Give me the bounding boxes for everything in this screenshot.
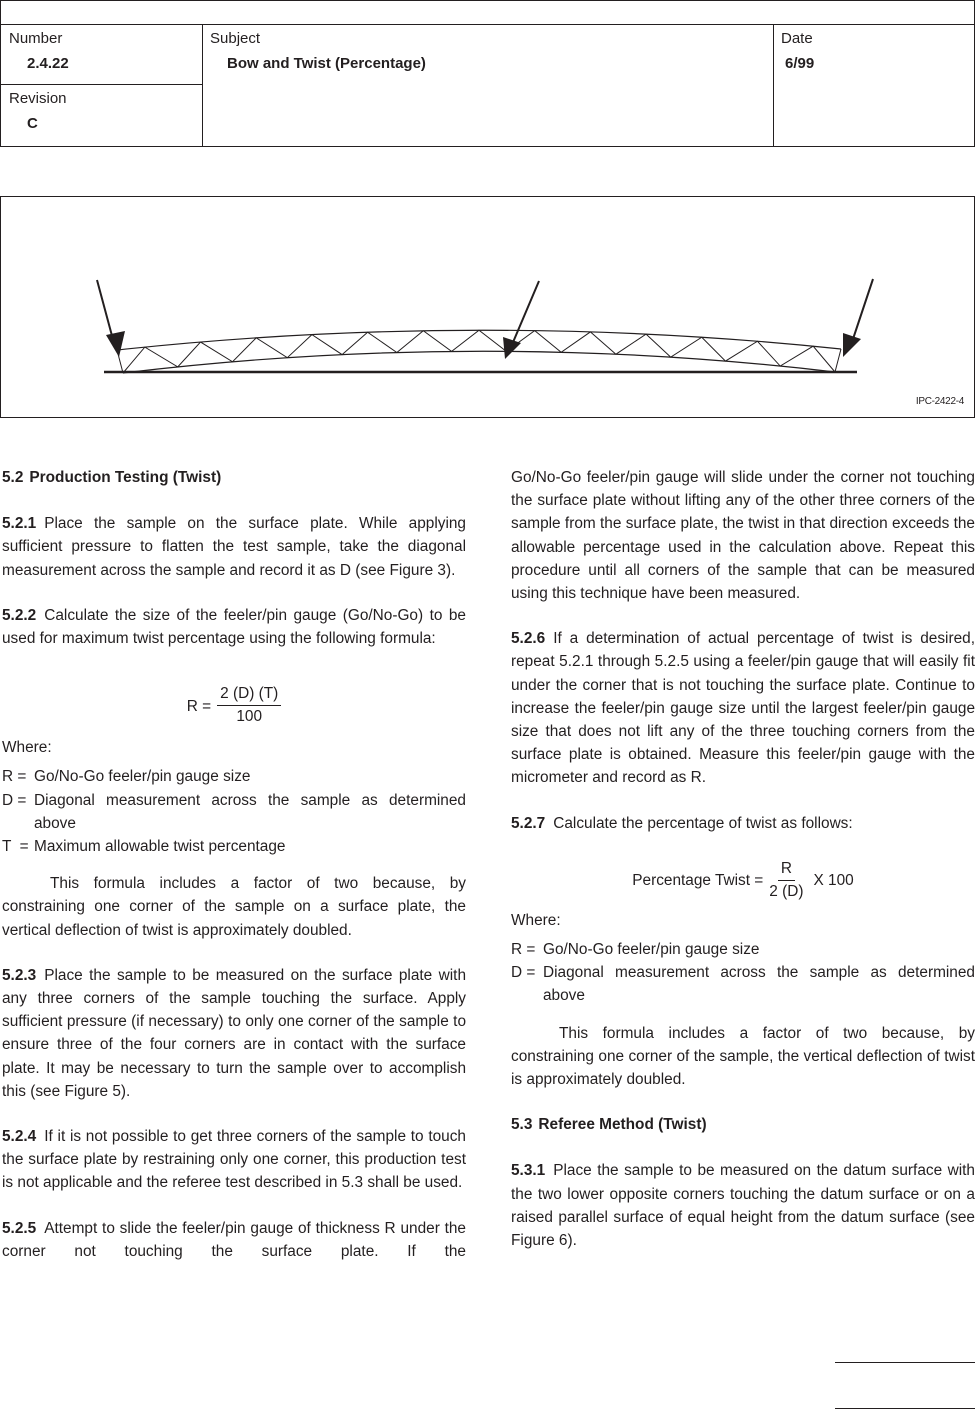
formula-lhs: R = [186,697,212,715]
formula-note: This formula includes a factor of two because, by constraining one corner of the sample, the vertical deflection of twist is approximately doubled. [511,1024,975,1089]
formula-numerator: 2 (D) (T) [217,684,281,706]
paragraph-number: 5.2.1 [2,515,37,533]
formula-gauge-size [2,684,466,728]
paragraph-text: If a determination of actual percentage of twist is desired, repeat 5.2.1 through 5.2.5 using a feeler/pin gauge that will easily fit under the corner that is not touching the surface plate. Continue to increase the feeler/pin gauge size until the largest feeler/pin gauge size that does not lift any of the three touching corners from the surface plate is obtained. Measure this feeler/pin gauge with the micrometer and record as R. [511,630,975,787]
paragraph-text: Place the sample to be measured on the surface plate with any three corners of the sample touching the surface. Apply sufficient pressure (if necessary) to only one corner of the sample to ensure three of the four corners are in contact with the surface plate. It may be necessary to turn the sample over to accomplish this (see Figure 5). [2,966,466,1100]
definitions-list [511,938,975,1008]
bow-diagram [1,197,974,417]
paragraph-text: Place the sample on the surface plate. While applying sufficient pressure to flatten the test sample, take the diagonal measurement across the sample and record it as D (see Figure 3). [2,515,466,579]
document-header [0,0,975,147]
number-value: 2.4.22 [27,55,69,72]
definition-symbol: R = [511,941,536,959]
formula-numerator: R [778,859,795,881]
number-cell [1,25,203,85]
formula-percentage-twist [511,859,975,903]
left-column [2,466,466,1285]
formula-lhs: Percentage Twist = [632,872,764,890]
paragraph-text: Attempt to slide the feeler/pin gauge of thickness R under the corner not touching the surface plate. If the [2,1219,466,1260]
definition-symbol: R = [2,768,27,786]
revision-cell [1,85,203,146]
paragraph-5-2-2 [2,604,466,650]
paragraph-5-2-6 [511,627,975,789]
paragraph-5-3-1 [511,1159,975,1252]
paragraph-5-2-1 [2,512,466,582]
definition-text: Diagonal measurement across the sample as determined above [543,964,975,1005]
definition-item [511,961,975,1007]
date-value: 6/99 [785,55,815,72]
paragraph-text: Calculate the percentage of twist as follows: [553,814,853,832]
arrow-right-icon [843,279,873,357]
section-title: Referee Method (Twist) [538,1116,707,1134]
paragraph-number: 5.2.4 [2,1128,37,1146]
definition-item [2,835,466,858]
subject-label: Subject [210,30,261,47]
paragraph-number: 5.3.1 [511,1162,546,1180]
section-number: 5.3 [511,1116,533,1134]
paragraph-number: 5.2.5 [2,1219,37,1237]
definition-item [2,765,466,788]
formula-note: This formula includes a factor of two because, by constraining one corner of the sample on a surface plate, the vertical deflection of twist is approximately doubled. [2,875,466,939]
paragraph-number: 5.2.6 [511,630,546,648]
date-label: Date [781,30,813,47]
paragraph-number: 5.2.3 [2,966,37,984]
subject-cell [203,25,774,146]
definition-text: Maximum allowable twist percentage [34,838,286,856]
definition-text: Go/No-Go feeler/pin gauge size [34,768,251,786]
definition-text: Diagonal measurement across the sample as determined above [34,791,466,832]
footer-rule-upper [835,1362,975,1363]
paragraph-5-2-7 [511,812,975,835]
paragraph-number: 5.2.2 [2,606,37,624]
paragraph-5-2-3 [2,964,466,1103]
section-number: 5.2 [2,469,24,486]
paragraph-number: 5.2.7 [511,814,546,832]
formula-fraction [217,684,281,728]
paragraph-5-2-5-continued: Go/No-Go feeler/pin gauge will slide under the corner not touching the surface plate without lifting any of the other three corners of the sample from the surface plate, the twist in that direction exceeds the allowable percentage used in the calculation above. Repeat this procedure until all corners of the sample that can be measured using this technique have been measured. [511,469,975,603]
definitions-list [2,765,466,858]
formula-denominator: 100 [236,708,263,726]
where-label: Where: [511,911,561,929]
section-heading-5-3 [511,1113,975,1136]
header-top-bar [1,1,974,25]
board-bottom-edge [123,351,835,373]
formula-fraction [769,859,803,903]
figure-id: IPC-2422-4 [915,396,964,407]
formula-denominator: 2 (D) [769,882,804,900]
board-right-end [835,349,841,372]
subject-value: Bow and Twist (Percentage) [227,55,426,72]
section-title: Production Testing (Twist) [29,469,222,486]
revision-value: C [27,115,38,132]
paragraph-text: Place the sample to be measured on the datum surface with the two lower opposite corners touching the datum surface or on a raised parallel surface of equal height from the datum surface (see Figure 6). [511,1162,975,1250]
arrow-left-icon [97,280,125,357]
definition-item [2,789,466,835]
right-column [511,466,975,1274]
where-label: Where: [2,739,52,757]
board-top-edge [117,330,841,350]
paragraph-text: Calculate the size of the feeler/pin gauge (Go/No-Go) to be used for maximum twist percentage using the following formula: [2,606,466,648]
paragraph-5-2-5 [2,1217,466,1263]
paragraph-5-2-4 [2,1125,466,1195]
arrow-center-icon [503,281,539,359]
definition-symbol: D = [511,964,536,982]
date-cell [774,25,974,146]
definition-text: Go/No-Go feeler/pin gauge size [543,941,760,959]
definition-symbol: T = [2,838,29,856]
number-label: Number [9,30,63,47]
definition-item [511,938,975,961]
formula-multiplier: X 100 [813,872,854,890]
paragraph-text: If it is not possible to get three corners of the sample to touch the surface plate by restraining only one corner, this production test is not applicable and the referee test described in 5.3 shall be used. [2,1128,466,1192]
bow-figure [0,196,975,418]
definition-symbol: D = [2,791,27,809]
section-heading-5-2 [2,466,466,489]
revision-label: Revision [9,90,67,107]
